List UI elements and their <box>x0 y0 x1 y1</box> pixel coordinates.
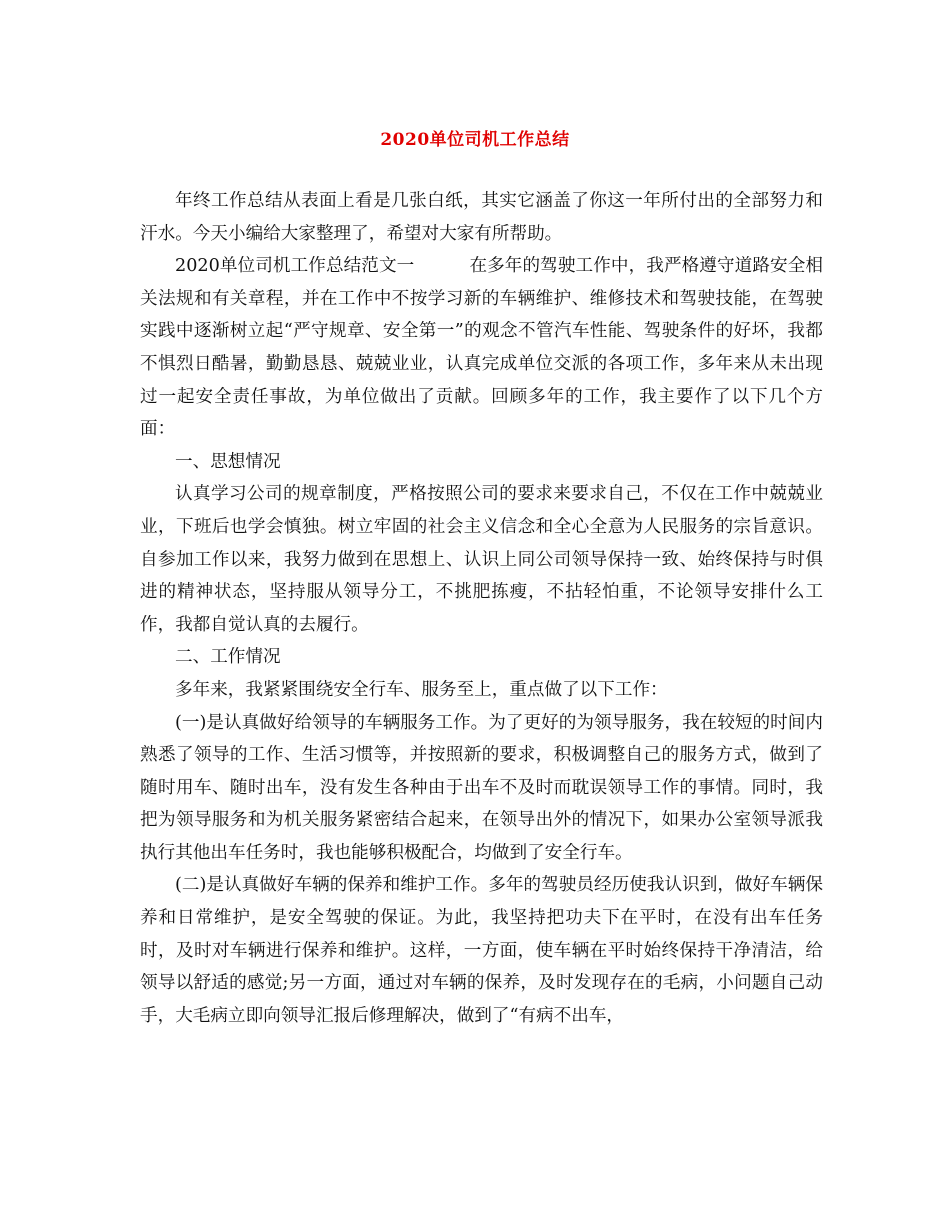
sample-text: 在多年的驾驶工作中，我严格遵守道路安全相关法规和有关章程，并在工作中不按学习新的车辆维护、维修技术和驾驶技能，在驾驶实践中逐渐树立起“严守规章、安全第一”的观念不管汽车性能、驾驶条件的好坏，我都不惧烈日酷暑，勤勤恳恳、兢兢业业，认真完成单位交派的各项工作，多年来从未出现过一起安全责任事故，为单位做出了贡献。回顾多年的工作，我主要作了以下几个方面： <box>140 256 823 440</box>
section1-paragraph: 认真学习公司的规章制度，严格按照公司的要求来要求自己，不仅在工作中兢兢业业，下班后也学会慎独。树立牢固的社会主义信念和全心全意为人民服务的宗旨意识。自参加工作以来，我努力做到在思想上、认识上同公司领导保持一致、始终保持与时俱进的精神状态，坚持服从领导分工，不挑肥拣瘦，不拈轻怕重，不论领导安排什么工作，我都自觉认真的去履行。 <box>140 484 823 635</box>
item1-paragraph: (一)是认真做好给领导的车辆服务工作。为了更好的为领导服务，我在较短的时间内熟悉了领导的工作、生活习惯等，并按照新的要求，积极调整自己的服务方式，做到了随时用车、随时出车，没有发生各种由于出车不及时而耽误领导工作的事情。同时，我把为领导服务和为机关服务紧密结合起来，在领导出外的情况下，如果办公室领导派我执行其他出车任务时，我也能够积极配合，均做到了安全行车。 <box>140 712 823 863</box>
item2-paragraph: (二)是认真做好车辆的保养和维护工作。多年的驾驶员经历使我认识到，做好车辆保养和日常维护，是安全驾驶的保证。为此，我坚持把功夫下在平时，在没有出车任务时，及时对车辆进行保养和维护。这样，一方面，使车辆在平时始终保持干净清洁，给领导以舒适的感觉;另一方面，通过对车辆的保养，及时发现存在的毛病，小问题自己动手，大毛病立即向领导汇报后修理解决，做到了“有病不出车， <box>140 875 823 1026</box>
intro-paragraph: 年终工作总结从表面上看是几张白纸，其实它涵盖了你这一年所付出的全部努力和汗水。今天小编给大家整理了，希望对大家有所帮助。 <box>140 191 823 244</box>
sample-heading: 2020单位司机工作总结范文一 <box>175 256 415 277</box>
document-body <box>140 185 823 1032</box>
section1-heading: 一、思想情况 <box>175 451 281 472</box>
sample-paragraph <box>140 250 823 446</box>
section2-heading: 二、工作情况 <box>175 647 281 668</box>
section2-intro: 多年来，我紧紧围绕安全行车、服务至上，重点做了以下工作： <box>175 679 668 700</box>
document-title: 2020单位司机工作总结 <box>380 130 570 150</box>
